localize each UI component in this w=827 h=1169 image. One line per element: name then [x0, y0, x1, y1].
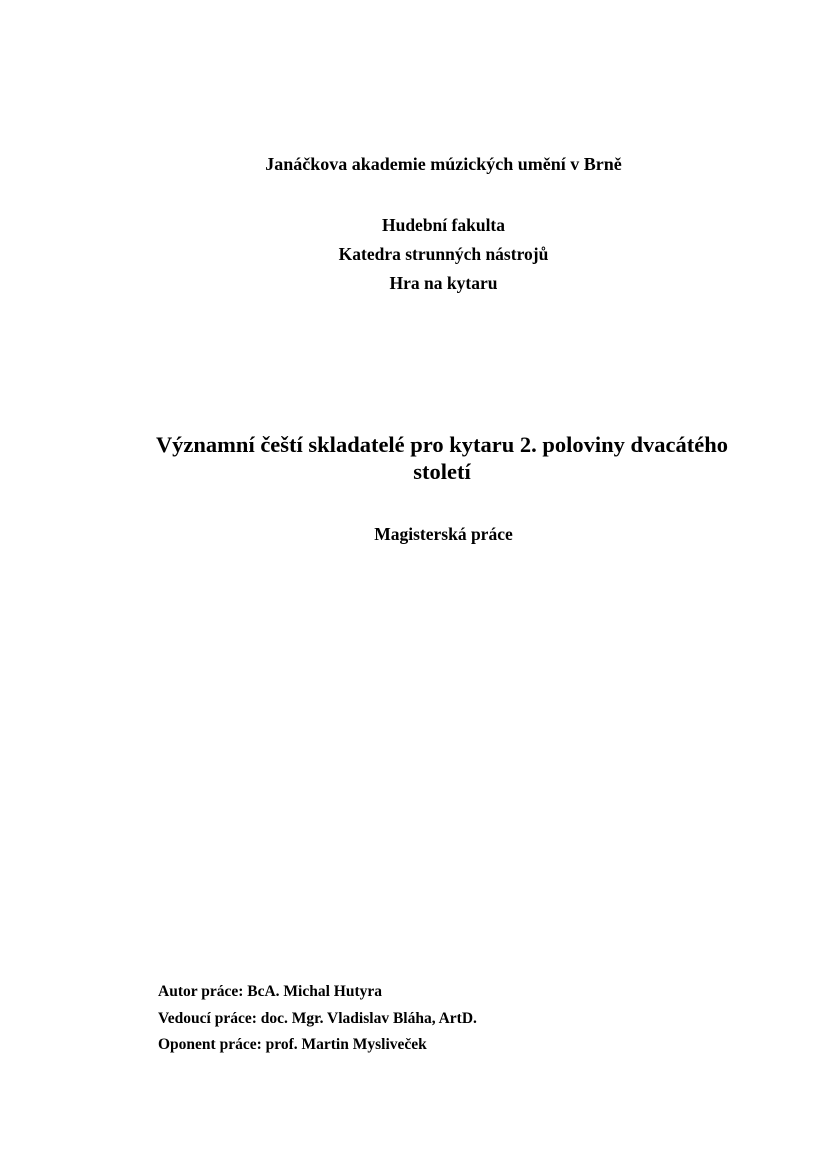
- supervisor-line: Vedoucí práce: doc. Mgr. Vladislav Bláha, ArtD.: [158, 1009, 477, 1027]
- specialization-name: Hra na kytaru: [389, 273, 498, 293]
- credits-block: [158, 979, 477, 1059]
- author-line: Autor práce: BcA. Michal Hutyra: [158, 983, 382, 1000]
- faculty-name: Hudební fakulta: [381, 215, 506, 235]
- opponent-line: Oponent práce: prof. Martin Mysliveček: [158, 1036, 427, 1053]
- faculty-block: [30, 211, 827, 298]
- thesis-title: Významní čeští skladatelé pro kytaru 2. poloviny dvacátého století: [155, 432, 729, 484]
- department-name: Katedra strunných nástrojů: [338, 244, 549, 264]
- thesis-type: Magisterská práce: [374, 524, 513, 544]
- institution-name: Janáčkova akademie múzických umění v Brně: [265, 154, 622, 174]
